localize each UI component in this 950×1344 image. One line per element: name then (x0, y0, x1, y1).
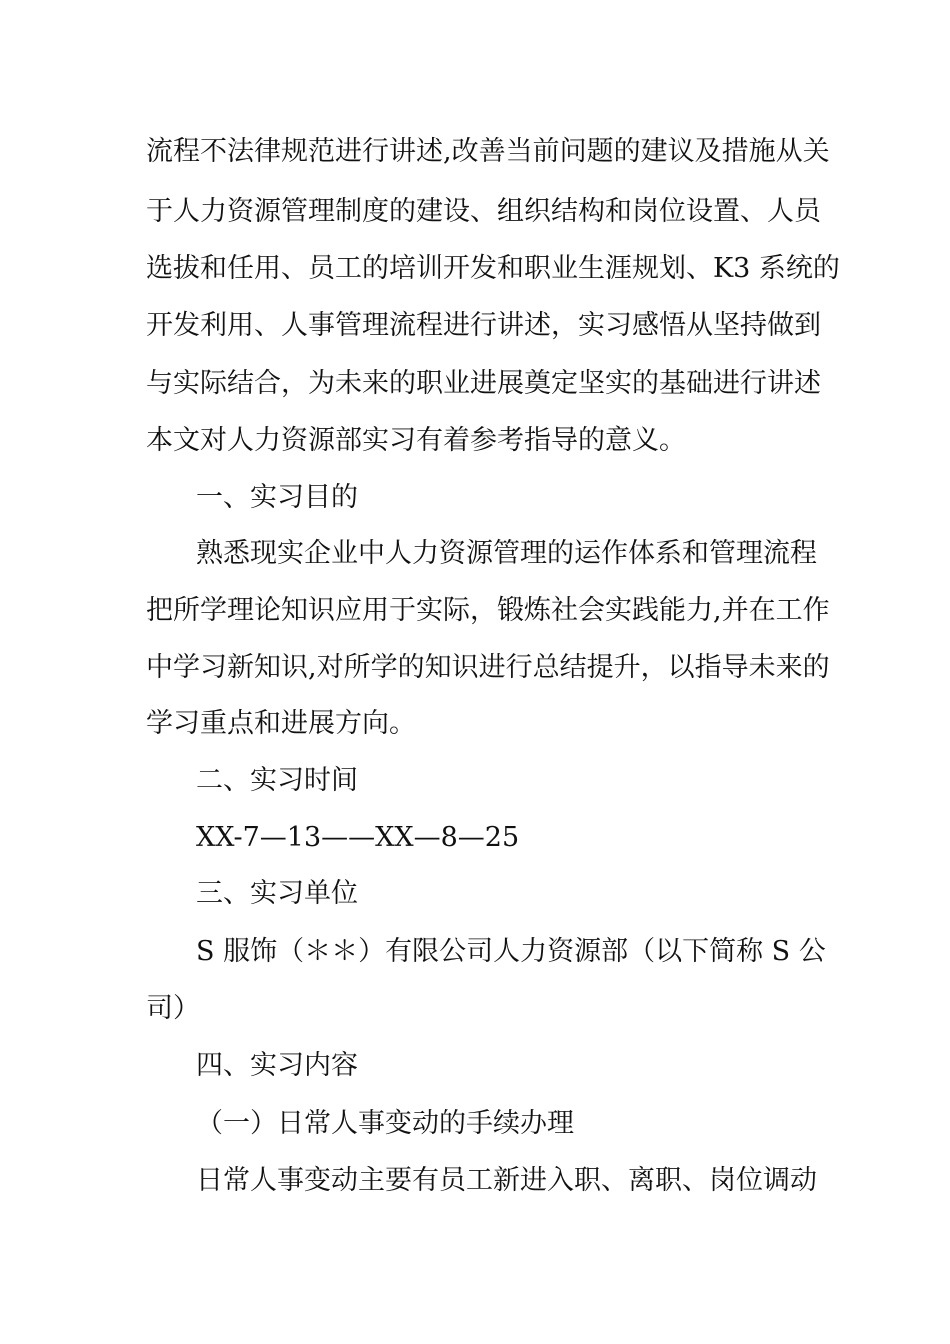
paragraph-line-5: 与实际结合，为未来的职业进展奠定坚实的基础进行讲述 (146, 368, 821, 399)
paragraph-line-8: 把所学理论知识应用于实际，锻炼社会实践能力,并在工作 (146, 595, 830, 626)
subsection-heading-personnel-changes: （一）日常人事变动的手续办理 (196, 1108, 574, 1139)
paragraph-line-3: 选拔和任用、员工的培训开发和职业生涯规划、K3 系统的 (146, 253, 840, 284)
paragraph-line-10: 学习重点和进展方向。 (146, 708, 416, 739)
paragraph-line-4: 开发利用、人事管理流程进行讲述，实习感悟从坚持做到 (146, 310, 821, 341)
section-heading-time: 二、实习时间 (196, 765, 358, 796)
paragraph-line-7: 熟悉现实企业中人力资源管理的运作体系和管理流程 (196, 538, 817, 569)
paragraph-line-9: 中学习新知识,对所学的知识进行总结提升，以指导未来的 (146, 652, 830, 683)
paragraph-line-2: 于人力资源管理制度的建设、组织结构和岗位设置、人员 (146, 196, 821, 227)
section-heading-purpose: 一、实习目的 (196, 482, 358, 513)
section-heading-content: 四、实习内容 (196, 1050, 358, 1081)
paragraph-line-11: S 服饰（＊＊）有限公司人力资源部（以下简称 S 公 (196, 936, 826, 967)
paragraph-line-13: 日常人事变动主要有员工新进入职、离职、岗位调动 (196, 1165, 817, 1196)
section-heading-unit: 三、实习单位 (196, 878, 358, 909)
paragraph-line-12: 司） (146, 993, 200, 1024)
internship-period: XX-7—13——XX—8—25 (196, 822, 520, 853)
paragraph-line-1: 流程不法律规范进行讲述,改善当前问题的建议及措施从关 (146, 136, 830, 167)
paragraph-line-6: 本文对人力资源部实习有着参考指导的意义。 (146, 425, 686, 456)
